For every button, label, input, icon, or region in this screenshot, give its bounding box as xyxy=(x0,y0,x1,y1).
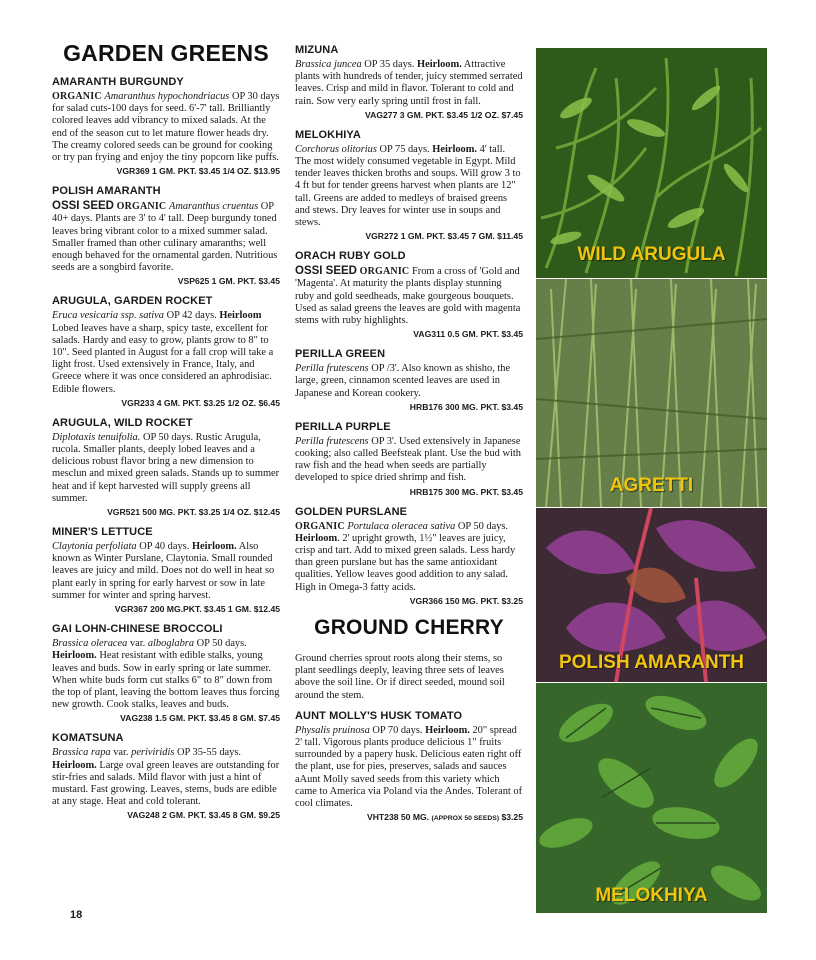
entry-description: OSSI SEED ORGANIC Amaranthus cruentus OP 40+ days. Plants are 3' to 4' tall. Deep burgundy toned leaves bring vibrant color to a mixed summer salad. Smaller framed than other culinary amaranths; well enough behaved for the ornamental garden. Nutritious seeds are a songbird favorite. xyxy=(52,200,278,274)
entry-title: POLISH AMARANTH xyxy=(52,185,161,198)
price-line: VGR367 200 MG.PKT. $3.45 1 GM. $12.45 xyxy=(114,604,280,615)
entry-title: ARUGULA, WILD ROCKET xyxy=(52,416,193,429)
entry-description: Brassica rapa var. periviridis OP 35-55 days. Heirloom. Large oval green leaves are outstanding for stir-fries and salads. Mild flavor with just a hint of mustard. Fast growing. Leaves, stems, buds are edible at any stage. Heat and cold tolerant. xyxy=(52,747,280,808)
photo-melokhiya xyxy=(536,683,767,913)
ground-cherry-intro: Ground cherries sprout roots along their stems, so plant seedlings deeply, leaving three sets of leaves above the soil line. Or if direct seeded, mound soil around the stem. xyxy=(295,652,505,701)
entry-aunt-mollys-husk-tomato xyxy=(295,710,523,824)
entry-title: PERILLA GREEN xyxy=(295,348,386,361)
photo-label: AGRETTI xyxy=(609,475,694,496)
entry-gai-lohn xyxy=(52,623,280,724)
entry-description: ORGANIC Amaranthus hypochondriacus OP 30 days for salad cuts-100 days for seed. 6'-7' tall. Brilliantly colored leaves add vibrancy to mixed salads. At the end of the season cut to let mature flower heads dry. The creamy colored seeds can be ground for cooking or try pan frying and enjoy the tiny popcorn like puffs. xyxy=(52,91,280,164)
entry-title: AUNT MOLLY'S HUSK TOMATO xyxy=(295,709,463,722)
entry-arugula-garden-rocket xyxy=(52,295,280,408)
section-title-ground-cherry: GROUND CHERRY xyxy=(314,615,504,639)
entry-title: PERILLA PURPLE xyxy=(295,420,391,433)
entry-description: ORGANIC Portulaca oleracea sativa OP 50 days. Heirloom. 2' upright growth, 1½" leaves are juicy, crisp and tart. Add to mixed green salads. Less hardy than green purslane but has the same antioxidant qualities. Yellow leaves good addition to any salad. High in Omega-3 fatty acids. xyxy=(295,520,516,593)
entry-title: MINER'S LETTUCE xyxy=(52,526,153,539)
photo-polish-amaranth xyxy=(536,508,767,682)
entry-miners-lettuce xyxy=(52,526,280,615)
entry-description: Brassica juncea OP 35 days. Heirloom. Attractive plants with hundreds of tender, juicy stemmed serrated leaves. Crisp and mild in flavor. Tolerant to cold and rain. Sow very early spring until frost in fall. xyxy=(295,59,523,107)
entry-description: Eruca vesicaria ssp. sativa OP 42 days. Heirloom Lobed leaves have a sharp, spicy taste, excellent for salads. Hardy and easy to grow, plants grow to 8" to 10". Seed planted in August for a fall crop will take a light frost. Used extensively in France, Italy, and Greece where it was once considered an aphrodisiac. Edible flowers. xyxy=(52,310,274,395)
price-line: VSP625 1 GM. PKT. $3.45 xyxy=(177,276,280,287)
entry-description: Brassica oleracea var. alboglabra OP 50 days. Heirloom. Heat resistant with edible stalks, young leaves and buds. Sow in early spring or late summer. When white buds form cut stalks 6" to 8" down from the top of plant, leaving the bottom leaves thus forcing new growth. Cook stalks, leaves and buds. xyxy=(52,638,280,711)
price-line: HRB175 300 MG. PKT. $3.45 xyxy=(409,486,523,497)
price-line: VGR521 500 MG. PKT. $3.25 1/4 OZ. $12.45 xyxy=(107,507,280,518)
price-line: VAG248 2 GM. PKT. $3.45 8 GM. $9.25 xyxy=(127,810,280,821)
price-line: VGR369 1 GM. PKT. $3.45 1/4 OZ. $13.95 xyxy=(116,166,280,177)
second-column xyxy=(295,44,523,832)
entry-title: GOLDEN PURSLANE xyxy=(295,505,408,518)
entry-description: Diplotaxis tenuifolia. OP 50 days. Rustic Arugula, rucola. Smaller plants, deeply lobed leaves and a delicious robust flavor bring a new dimension to mesclun and mixed green salads. Stands up to summer heat and if kept harvested will supply greens all summer. xyxy=(52,431,280,504)
price-line: VAG238 1.5 GM. PKT. $3.45 8 GM. $7.45 xyxy=(120,713,280,724)
entry-golden-purslane xyxy=(295,506,523,607)
entry-title: GAI LOHN-CHINESE BROCCOLI xyxy=(52,623,223,636)
entry-description: Perilla frutescens OP /3'. Also known as shisho, the large, green, cinnamon scented leaves are used in Japanese and Korean cookery. xyxy=(295,363,511,399)
entry-mizuna xyxy=(295,44,523,121)
garden-greens-column xyxy=(52,40,280,829)
entry-description: Claytonia perfoliata OP 40 days. Heirloom. Also known as Winter Purslane, Claytonia. Small rounded leaves are juicy and mild. Does not do well in heat so plant early in spring for early harvest or sow in late summer for winter and spring harvest. xyxy=(52,541,275,601)
price-line: VAG277 3 GM. PKT. $3.45 1/2 OZ. $7.45 xyxy=(365,109,523,120)
photo-label: POLISH AMARANTH xyxy=(558,652,745,673)
price-line: HRB176 300 MG. PKT. $3.45 xyxy=(409,401,523,412)
entry-description: OSSI SEED ORGANIC From a cross of 'Gold and 'Magenta'. At maturity the plants display stunning ruby and gold seedheads, make gourgeous bouquets. Used as salad greens the leaves are gold with magenta stems with ruby highlights. xyxy=(295,265,521,327)
entry-title: KOMATSUNA xyxy=(52,732,124,745)
entry-title: ORACH RUBY GOLD xyxy=(295,250,406,263)
entry-perilla-purple xyxy=(295,421,523,498)
entry-description: Corchorus olitorius OP 75 days. Heirloom. 4' tall. The most widely consumed vegetable in Egypt. Mild tender leaves thicken broths and soups. Will grow 3 to 4 ft but for tender greens harvest when plants are 12" tall. Greens are added to medleys of braised greens and stews. Dry leaves for winter use in soups and stews. xyxy=(295,143,521,229)
entry-polish-amaranth xyxy=(52,185,280,287)
entry-perilla-green xyxy=(295,348,523,413)
photo-wild-arugula xyxy=(536,48,767,278)
agretti-photo-image xyxy=(536,279,767,507)
entry-title: MELOKHIYA xyxy=(295,128,361,141)
page-number: 18 xyxy=(70,909,83,921)
price-line: VGR233 4 GM. PKT. $3.25 1/2 OZ. $6.45 xyxy=(121,397,280,408)
photo-label: MELOKHIYA xyxy=(595,885,708,906)
entry-amaranth-burgundy xyxy=(52,76,280,177)
price-line: VGR272 1 GM. PKT. $3.45 7 GM. $11.45 xyxy=(365,231,523,242)
entry-description: Physalis pruinosa OP 70 days. Heirloom. 20" spread 2' tall. Vigorous plants produce delicious 1" fruits surrounded by a papery husk. Delicious eaten right off the plant, use for pies, preserves, salads and sauces aAunt Molly saved seeds from this variety which came to America via Poland via the Andes. Tolerant of cool climates. xyxy=(295,724,523,809)
entry-description: Perilla frutescens OP 3'. Used extensively in Japanese cooking; also called Beefsteak plant. Use the bud with raw fish and the head when seeds are partially developed to spice dried shrimp and fish. xyxy=(295,435,521,484)
entry-title: AMARANTH BURGUNDY xyxy=(52,76,184,88)
photo-label: WILD ARUGULA xyxy=(577,244,726,265)
price-line: VGR366 150 MG. PKT. $3.25 xyxy=(409,595,523,606)
photo-agretti xyxy=(536,279,767,507)
entry-arugula-wild-rocket xyxy=(52,417,280,518)
entry-komatsuna xyxy=(52,732,280,821)
price-line: VAG311 0.5 GM. PKT. $3.45 xyxy=(413,329,523,340)
entry-melokhiya xyxy=(295,129,523,242)
entry-orach-ruby-gold xyxy=(295,250,523,340)
section-title-garden-greens: GARDEN GREENS xyxy=(63,40,269,66)
entry-title: ARUGULA, GARDEN ROCKET xyxy=(52,295,213,308)
entry-title: MIZUNA xyxy=(295,44,339,56)
price-line: VHT238 50 MG. (APPROX 50 SEEDS) $3.25 xyxy=(366,812,523,823)
melokhiya-photo-image xyxy=(536,683,767,913)
